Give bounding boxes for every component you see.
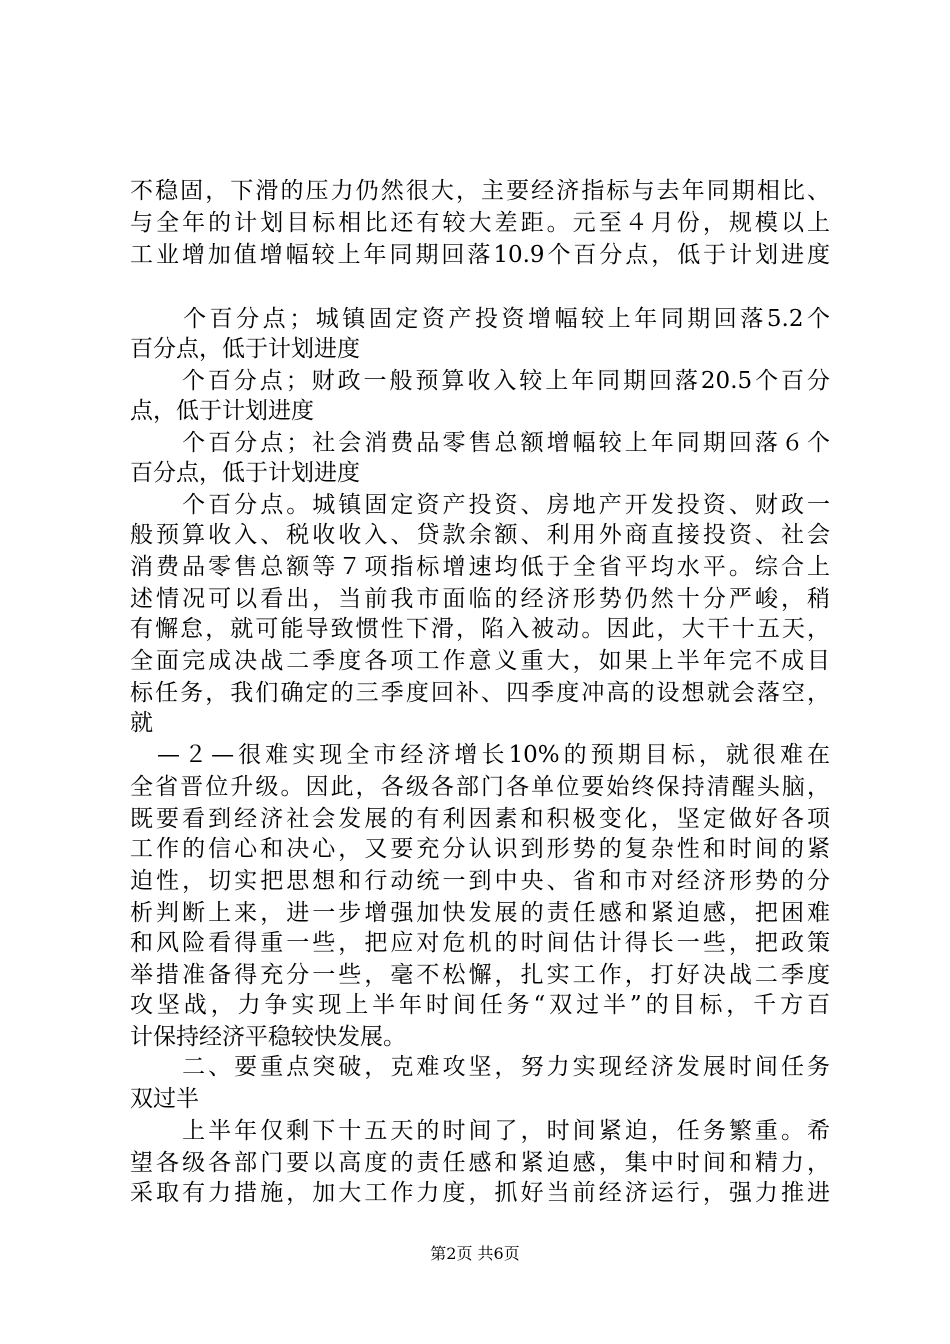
text-line: 上半年仅剩下十五天的时间了，时间紧迫，任务繁重。希: [130, 1118, 830, 1144]
text-line: 望各级各部门要以高度的责任感和紧迫感，集中时间和精力，: [130, 1150, 830, 1176]
page-footer: 第2页 共6页: [430, 1244, 520, 1263]
text-line: 双过半: [130, 1086, 199, 1112]
text-line: 工作的信心和决心，又要充分认识到形势的复杂性和时间的紧: [130, 836, 830, 862]
text-line: 百分点，低于计划进度: [130, 336, 360, 362]
text-line: 般预算收入、税收收入、贷款余额、利用外商直接投资、社会: [130, 522, 830, 548]
text-line: 二、要重点突破，克难攻坚，努力实现经济发展时间任务: [130, 1054, 830, 1080]
text-line: 消费品零售总额等７项指标增速均低于全省平均水平。综合上: [130, 554, 830, 580]
text-line: 计保持经济平稳较快发展。: [130, 1024, 406, 1050]
text-line: 个百分点；财政一般预算收入较上年同期回落20.5个百分: [130, 368, 830, 394]
text-line: 点，低于计划进度: [130, 398, 314, 424]
text-line: 与全年的计划目标相比还有较大差距。元至４月份，规模以上: [130, 210, 830, 236]
text-line: 全面完成决战二季度各项工作意义重大，如果上半年完不成目: [130, 648, 830, 674]
text-line: 不稳固，下滑的压力仍然很大，主要经济指标与去年同期相比、: [130, 178, 830, 204]
text-line: 举措准备得充分一些，毫不松懈，扎实工作，打好决战二季度: [130, 962, 830, 988]
text-line: 析判断上来，进一步增强加快发展的责任感和紧迫感，把困难: [130, 900, 830, 926]
text-line: 采取有力措施，加大工作力度，抓好当前经济运行，强力推进: [130, 1180, 830, 1206]
text-line: 工业增加值增幅较上年同期回落10.9个百分点，低于计划进度: [130, 242, 830, 268]
text-line: 标任务，我们确定的三季度回补、四季度冲高的设想就会落空，: [130, 680, 830, 706]
text-line: 百分点，低于计划进度: [130, 460, 360, 486]
text-line: 个百分点；城镇固定资产投资增幅较上年同期回落5.2个: [130, 306, 830, 332]
text-line: 个百分点。城镇固定资产投资、房地产开发投资、财政一: [130, 492, 830, 518]
text-line: 个百分点；社会消费品零售总额增幅较上年同期回落６个: [130, 430, 830, 456]
text-line: 攻坚战，力争实现上半年时间任务“双过半”的目标，千方百: [130, 992, 830, 1018]
text-line: 和风险看得重一些，把应对危机的时间估计得长一些，把政策: [130, 930, 830, 956]
text-line: 迫性，切实把思想和行动统一到中央、省和市对经济形势的分: [130, 868, 830, 894]
text-line: 述情况可以看出，当前我市面临的经济形势仍然十分严峻，稍: [130, 586, 830, 612]
text-line: 全省晋位升级。因此，各级各部门各单位要始终保持清醒头脑，: [130, 774, 830, 800]
text-line: 就: [130, 710, 153, 736]
text-line: —２—很难实现全市经济增长10%的预期目标，就很难在: [130, 742, 830, 768]
text-line: 既要看到经济社会发展的有利因素和积极变化，坚定做好各项: [130, 806, 830, 832]
text-line: 有懈怠，就可能导致惯性下滑，陷入被动。因此，大干十五天，: [130, 616, 830, 642]
